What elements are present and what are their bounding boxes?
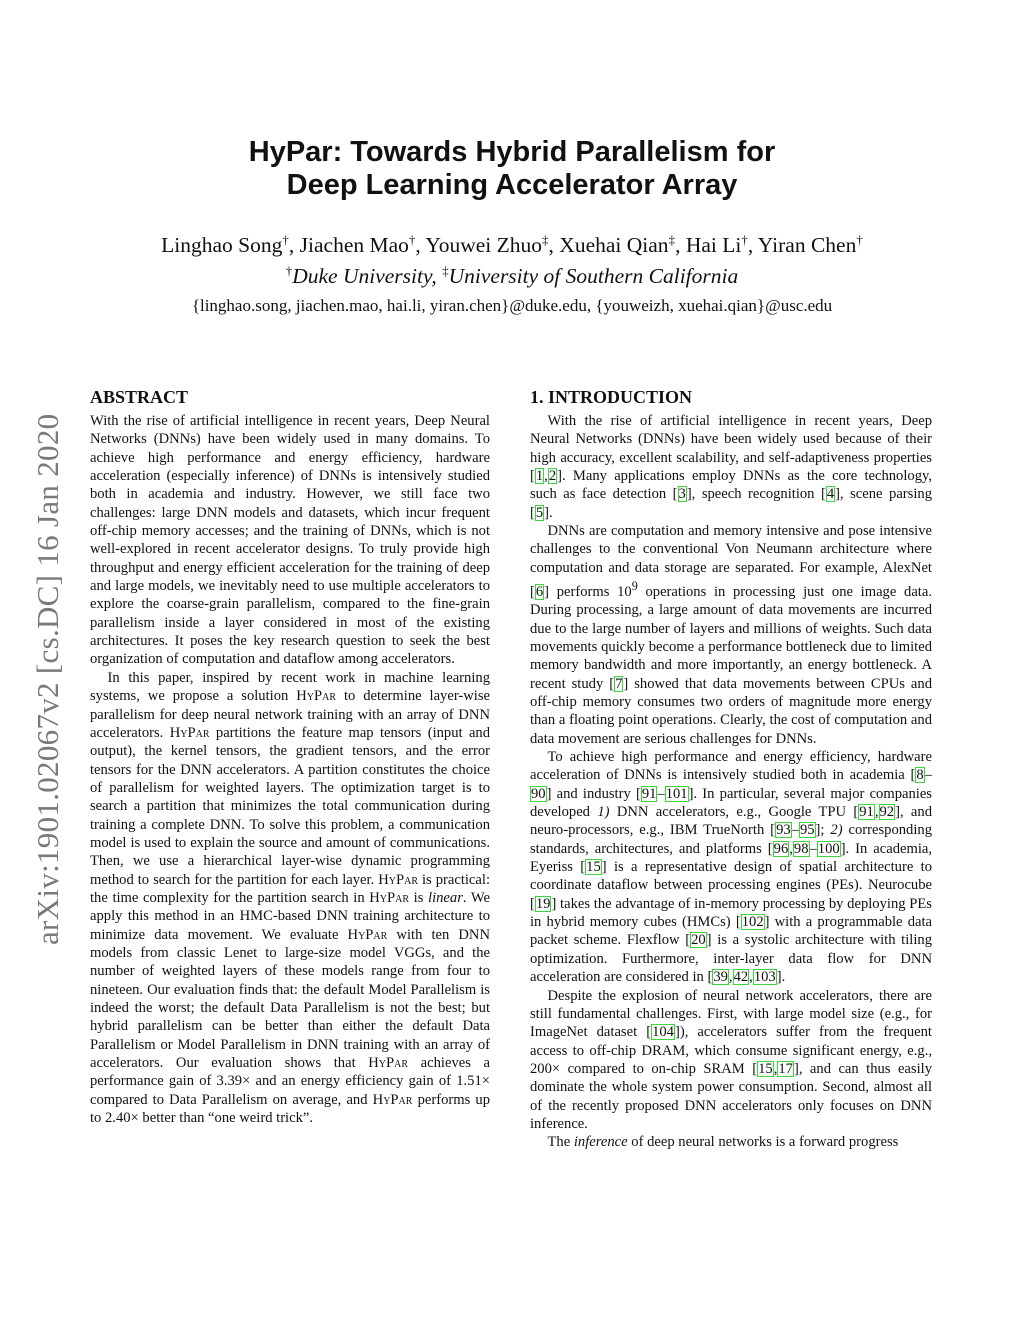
intro-paragraph: Despite the explosion of neural network accelerators, there are still fundamental challenges. First, with large model size (e.g., for ImageNet dataset [104]), accelerators suffer from the frequent access to off-chip DRAM, which consume significant energy, e.g., 200× compared to on-chip SRAM [15,17], and can thus easily dominate the whole system power consumption. Second, almost all of the recently proposed DNN accelerators only focuses on DNN inference. bbox=[530, 987, 932, 1132]
abstract-paragraph: With the rise of artificial intelligence in recent years, Deep Neural Networks (DNNs) have been widely used in many domains. To achieve high performance and energy efficiency, hardware acceleration (especially inference) of DNNs is intensively studied both in academia and industry. However, we still face two challenges: large DNN models and datasets, which incur frequent off-chip memory accesses; and the training of DNNs, which is not well-explored in recent accelerator designs. To truly provide high throughput and energy efficient acceleration for the training of deep and large models, we inevitably need to use multiple accelerators to explore the coarse-grain parallelism, compared to the fine-grain parallelism inside a layer considered in most of the existing architectures. It poses the key research question to seek the best organization of computation and dataflow among accelerators. bbox=[90, 413, 490, 668]
introduction-column bbox=[530, 386, 932, 1152]
citation-link[interactable]: 15 bbox=[586, 859, 601, 876]
citation-link[interactable]: 100 bbox=[817, 840, 840, 857]
citation-link[interactable]: 17 bbox=[778, 1060, 793, 1077]
citation-link[interactable]: 92 bbox=[879, 804, 895, 821]
paper-title bbox=[0, 136, 1024, 202]
citation-link[interactable]: 15 bbox=[758, 1060, 773, 1077]
citation-link[interactable]: 20 bbox=[691, 932, 706, 949]
citation-link[interactable]: 19 bbox=[535, 895, 551, 912]
citation-link[interactable]: 95 bbox=[799, 822, 815, 839]
author-name: Hai Li bbox=[685, 233, 742, 258]
author-name: Jiachen Mao bbox=[299, 233, 409, 258]
affiliation-usc: University of Southern California bbox=[448, 264, 739, 289]
citation-link[interactable]: 103 bbox=[753, 969, 776, 986]
intro-paragraph: With the rise of artificial intelligence in recent years, Deep Neural Networks (DNNs) have been widely used because of their high accuracy, excellent scalability, and self-adaptiveness properties [1,2]. Many applications employ DNNs as the core technology, such as face detection [3], speech recognition [4], scene parsing [5]. bbox=[530, 413, 932, 521]
citation-link[interactable]: 96 bbox=[773, 840, 789, 857]
intro-paragraph: To achieve high performance and energy efficiency, hardware acceleration of DNNs is intensively studied both in academia [8–90] and industry [91–101]. In particular, several major companies developed 1) DNN accelerators, e.g., Google TPU [91,92], and neuro-processors, e.g., IBM TrueNorth [93–95]; 2) corresponding standards, architectures, and platforms [96,98–100]. In academia, Eyeriss [15] is a representative design of spatial architecture to coordinate dataflow between processing engines (PEs). Neurocube [19] takes the advantage of in-memory processing by deploying PEs in hybrid memory cubes (HMCs) [102] with a programmable data packet scheme. Flexflow [20] is a systolic architecture with tiling optimization. Furthermore, inter-layer data flow for DNN acceleration are considered in [39,42,103]. bbox=[530, 749, 933, 986]
title-line-1: HyPar: Towards Hybrid Parallelism for bbox=[248, 136, 776, 168]
citation-link[interactable]: 91 bbox=[641, 785, 657, 802]
citation-link[interactable]: 104 bbox=[652, 1024, 674, 1041]
citation-link[interactable]: 1 bbox=[535, 468, 544, 485]
abstract-column bbox=[90, 386, 490, 1127]
author-list: Linghao Song†, Jiachen Mao†, Youwei Zhuo‡, Xuehai Qian‡, Hai Li†, Yiran Chen† bbox=[161, 232, 863, 258]
citation-link[interactable]: 98 bbox=[793, 840, 809, 857]
citation-link[interactable]: 5 bbox=[535, 504, 544, 521]
author-name: Youwei Zhuo bbox=[425, 233, 543, 258]
author-name: Xuehai Qian bbox=[559, 233, 669, 258]
author-emails: {linghao.song, jiachen.mao, hai.li, yiran.chen}@duke.edu, {youweizh, xuehai.qian}@usc.edu bbox=[191, 296, 833, 315]
citation-link[interactable]: 90 bbox=[531, 785, 546, 802]
citation-link[interactable]: 4 bbox=[826, 486, 835, 503]
citation-link[interactable]: 101 bbox=[665, 785, 688, 802]
abstract-heading: ABSTRACT bbox=[90, 387, 189, 407]
affiliation-duke: Duke University, bbox=[292, 264, 437, 289]
citation-link[interactable]: 42 bbox=[733, 969, 749, 986]
intro-paragraph: DNNs are computation and memory intensive and pose intensive challenges to the conventional Von Neumann architecture where computation and data storage are separated. For example, AlexNet [6] performs $10^9$ operations in processing just one image data. During processing, a large amount of data movements are incurred due to the large number of layers and millions of weights. Such data movements quickly become a performance bottleneck due to limited memory bandwidth and more importantly, an energy bottleneck. A recent study [7] showed that data movements between CPUs and off-chip memory consumes two orders of magnitude more energy than a floating point operations. Clearly, the cost of computation and data movement are serious challenges for DNNs. bbox=[530, 523, 932, 747]
author-name: Yiran Chen bbox=[757, 233, 857, 258]
citation-link[interactable]: 93 bbox=[776, 822, 791, 839]
citation-link[interactable]: 8 bbox=[916, 767, 924, 784]
title-line-2: Deep Learning Accelerator Array bbox=[286, 169, 738, 201]
introduction-heading: 1. INTRODUCTION bbox=[530, 387, 693, 407]
affiliations: †Duke University, ‡University of Southern California bbox=[285, 263, 739, 289]
citation-link[interactable]: 6 bbox=[535, 583, 544, 600]
abstract-paragraph: In this paper, inspired by recent work in machine learning systems, we propose a solution HyPar to determine layer-wise parallelism for deep neural network training with an array of DNN accelerators. HyPar partitions the feature map tensors (input and output), the kernel tensors, the gradient tensors, and the error tensors for the DNN accelerators. A partition constitutes the choice of parallelism for weighted layers. The optimization target is to search a partition that minimizes the total communication during training a complete DNN. To solve this problem, a communication model is used to explain the source and amount of communications. Then, we use a hierarchical layer-wise dynamic programming method to search for the partition for each layer. HyPar is practical: the time complexity for the partition search in HyPar is linear. We apply this method in an HMC-based DNN training architecture to minimize data movement. We evaluate HyPar with ten DNN models from classic Lenet to large-size model VGGs, and the number of weighted layers of these models range from four to nineteen. Our evaluation finds that: the default Model Parallelism is indeed the worst; the default Data Parallelism is not the best; but hybrid parallelism can be better than either the default Data Parallelism or Model Parallelism in DNN training with an array of accelerators. Our evaluation shows that HyPar achieves a performance gain of 3.39× and an energy efficiency gain of 1.51× compared to Data Parallelism on average, and HyPar performs up to 2.40× better than “one weird trick”. bbox=[90, 669, 491, 1127]
intro-paragraph: The inference of deep neural networks is a forward progress bbox=[547, 1134, 899, 1151]
author-name: Linghao Song bbox=[161, 233, 283, 258]
citation-link[interactable]: 39 bbox=[713, 969, 728, 986]
citation-link[interactable]: 91 bbox=[859, 804, 874, 821]
citation-link[interactable]: 7 bbox=[615, 675, 623, 692]
citation-link[interactable]: 102 bbox=[741, 914, 764, 931]
citation-link[interactable]: 3 bbox=[678, 486, 686, 503]
citation-link[interactable]: 2 bbox=[548, 468, 557, 485]
arxiv-identifier: arXiv:1901.02067v2 [cs.DC] 16 Jan 2020 bbox=[30, 413, 65, 945]
